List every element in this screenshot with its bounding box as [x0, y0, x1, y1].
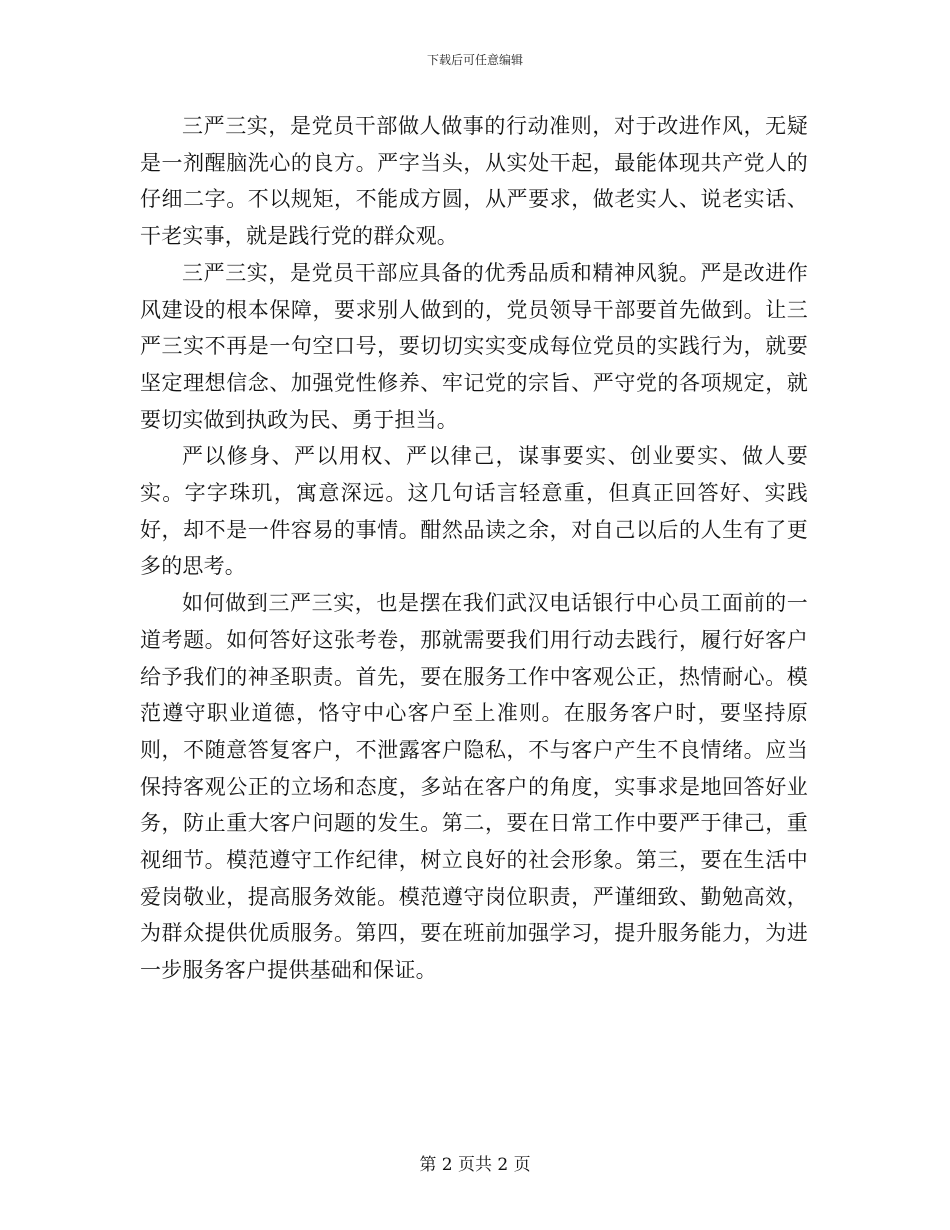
paragraph-4: 如何做到三严三实，也是摆在我们武汉电话银行中心员工面前的一道考题。如何答好这张考卷，那就需要我们用行动去践行，履行好客户给予我们的神圣职责。首先，要在服务工作中客观公正，热情耐心。模范遵守职业道德，恪守中心客户至上准则。在服务客户时，要坚持原则，不随意答复客户，不泄露客户隐私，不与客户产生不良情绪。应当保持客观公正的立场和态度，多站在客户的角度，实事求是地回答好业务，防止重大客户问题的发生。第二，要在日常工作中要严于律己，重视细节。模范遵守工作纪律，树立良好的社会形象。第三，要在生活中爱岗敬业，提高服务效能。模范遵守岗位职责，严谨细致、勤勉高效，为群众提供优质服务。第四，要在班前加强学习，提升服务能力，为进一步服务客户提供基础和保证。 — [140, 591, 808, 983]
page-number-footer: 第 2 页共 2 页 — [419, 1155, 531, 1175]
paragraph-1: 三严三实，是党员干部做人做事的行动准则，对于改进作风，无疑是一剂醒脑洗心的良方。严字当头，从实处干起，最能体现共产党人的仔细二字。不以规矩，不能成方圆，从严要求，做老实人、说老实话、干老实事，就是践行党的群众观。 — [140, 114, 808, 249]
paragraph-3: 严以修身、严以用权、严以律己，谋事要实、创业要实、做人要实。字字珠玑，寓意深远。这几句话言轻意重，但真正回答好、实践好，却不是一件容易的事情。酣然品读之余，对自己以后的人生有了更多的思考。 — [140, 444, 808, 579]
paragraph-2: 三严三实，是党员干部应具备的优秀品质和精神风貌。严是改进作风建设的根本保障，要求别人做到的，党员领导干部要首先做到。让三严三实不再是一句空口号，要切切实实变成每位党员的实践行为，就要坚定理想信念、加强党性修养、牢记党的宗旨、严守党的各项规定，就要切实做到执政为民、勇于担当。 — [140, 260, 808, 432]
page-header: 下载后可任意编辑 — [426, 53, 523, 67]
document-body — [140, 108, 808, 989]
